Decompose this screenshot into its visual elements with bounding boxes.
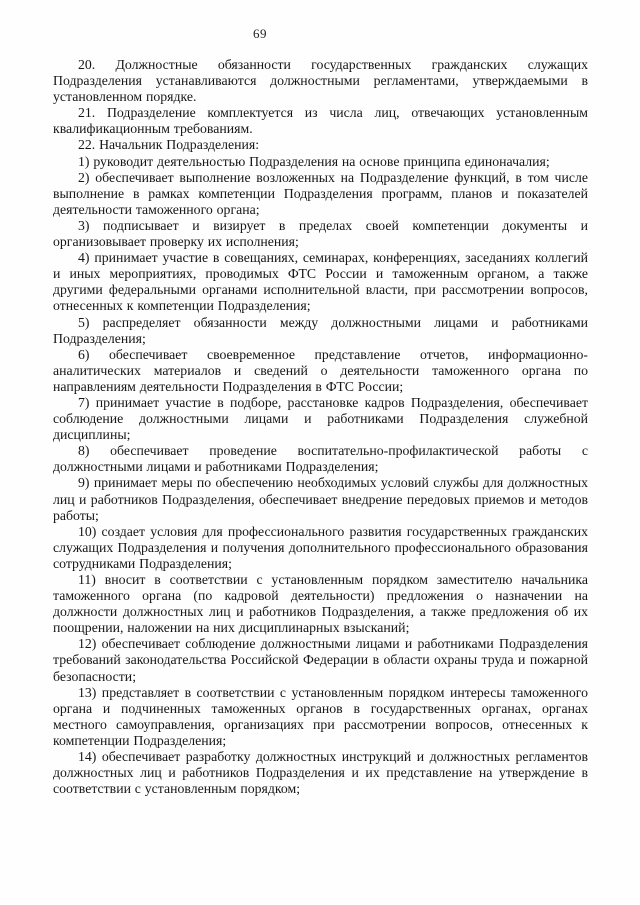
paragraph-22-item-14: 14) обеспечивает разработку должностных инструкций и должностных регламентов должностных лиц и работников Подразделения и их представление на утверждение в соответствии с установленным порядком; bbox=[53, 749, 588, 797]
page-number: 69 bbox=[253, 26, 267, 41]
paragraph-22-item-4: 4) принимает участие в совещаниях, семинарах, конференциях, заседаниях коллегий и иных мероприятиях, проводимых ФТС России и таможенным органом, а также другими федеральными органами исполнительной власти, при рассмотрении вопросов, отнесенных к компетенции Подразделения; bbox=[53, 250, 588, 314]
paragraph-22-item-11: 11) вносит в соответствии с установленным порядком заместителю начальника таможенного органа (по кадровой деятельности) предложения о назначении на должности должностных лиц и работников Подразделения, а также предложения об их поощрении, наложении на них дисциплинарных взысканий; bbox=[53, 572, 588, 636]
paragraph-21: 21. Подразделение комплектуется из числа лиц, отвечающих установленным квалификационным требованиям. bbox=[53, 105, 588, 137]
paragraph-22-item-5: 5) распределяет обязанности между должностными лицами и работниками Подразделения; bbox=[53, 314, 588, 346]
paragraph-22-item-8: 8) обеспечивает проведение воспитательно-профилактической работы с должностными лицами и работниками Подразделения; bbox=[53, 443, 588, 475]
paragraph-22-heading: 22. Начальник Подразделения: bbox=[78, 137, 260, 153]
paragraph-22-item-12: 12) обеспечивает соблюдение должностными лицами и работниками Подразделения требований законодательства Российской Федерации в области охраны труда и пожарной безопасности; bbox=[53, 636, 588, 684]
paragraph-22-item-6: 6) обеспечивает своевременное представление отчетов, информационно-аналитических материалов и сведений о деятельности таможенного органа по направлениям деятельности Подразделения в ФТС России; bbox=[53, 346, 588, 394]
paragraph-20: 20. Должностные обязанности государственных гражданских служащих Подразделения устанавливаются должностными регламентами, утверждаемыми в установленном порядке. bbox=[53, 57, 588, 105]
paragraph-22-item-10: 10) создает условия для профессионального развития государственных гражданских служащих Подразделения и получения дополнительного профессионального образования сотрудниками Подразделения; bbox=[53, 523, 588, 571]
document-text-block bbox=[53, 57, 588, 797]
paragraph-22-item-7: 7) принимает участие в подборе, расстановке кадров Подразделения, обеспечивает соблюдение должностными лицами и работниками Подразделения служебной дисциплины; bbox=[53, 394, 588, 443]
paragraph-22-item-9: 9) принимает меры по обеспечению необходимых условий службы для должностных лиц и работников Подразделения, обеспечивает внедрение передовых приемов и методов работы; bbox=[53, 475, 588, 523]
paragraph-22-item-2: 2) обеспечивает выполнение возложенных на Подразделение функций, в том числе выполнение в рамках компетенции Подразделения программ, планов и показателей деятельности таможенного органа; bbox=[53, 169, 588, 217]
paragraph-22-item-13: 13) представляет в соответствии с установленным порядком интересы таможенного органа и подчиненных таможенных органов в государственных органах, органах местного самоуправления, организациях при рассмотрении вопросов, отнесенных к компетенции Подразделения; bbox=[53, 684, 588, 748]
paragraph-22-item-3: 3) подписывает и визирует в пределах своей компетенции документы и организовывает проверку их исполнения; bbox=[53, 217, 588, 250]
paragraph-22-item-1: 1) руководит деятельностью Подразделения на основе принципа единоначалия; bbox=[78, 153, 550, 169]
